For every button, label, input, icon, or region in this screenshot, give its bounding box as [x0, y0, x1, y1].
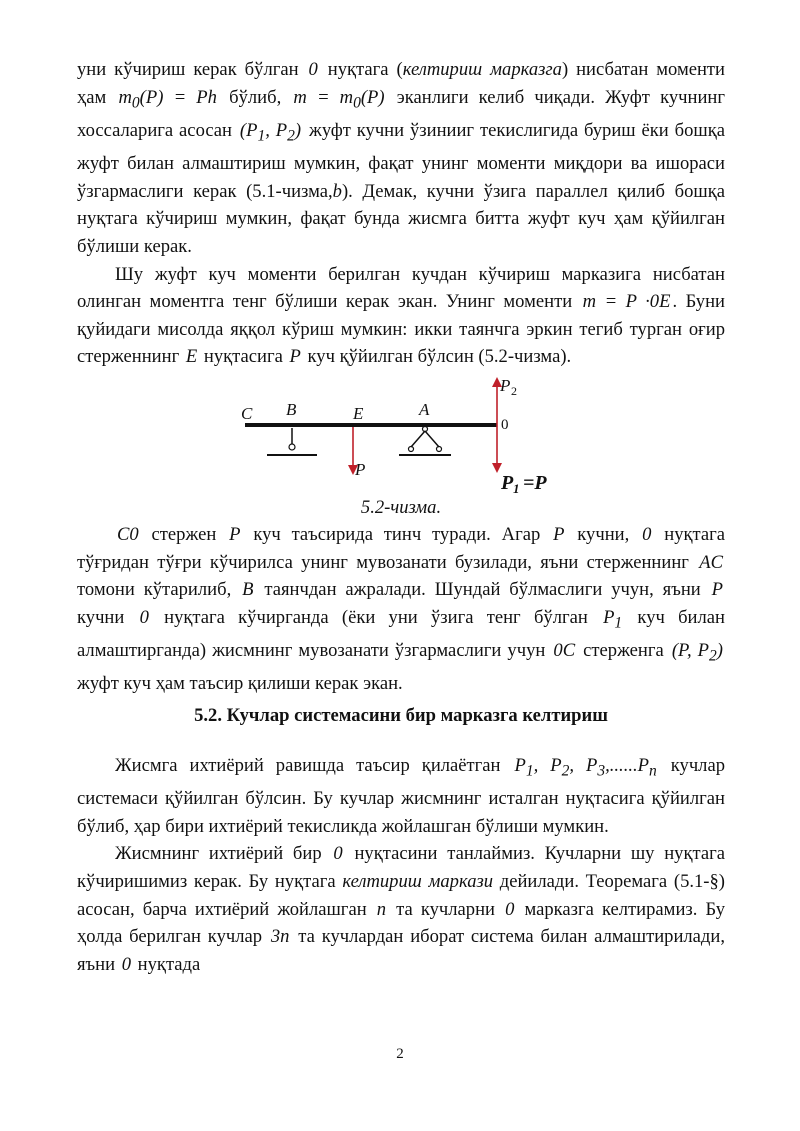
paragraph-4: Жисмга ихтиёрий равишда таъсир қилаётган $P_1$, $P_2$, $P_3,......P_n$ кучлар системаси қўйилган бўлсин. Бу кучлар жисмнинг исталган нуқтасига қўйилган бўлиб, ҳар бири ихтиёрий текисликда жойлашган бўлиши мумкин. [77, 754, 725, 837]
paragraph-5: Жисмнинг ихтиёрий бир 0 нуқтасини танлаймиз. Кучларни шу нуқтага кўчиришимиз керак. Бу нуқтага келтириш маркази дейилади. Теоремага (5.1-§) асосан, барча ихтиёрий жойлашган n та кучларни 0 марказга келтирамиз. Бу ҳолда берилган кучлар 3n та кучлардан иборат система билан алмаштирилади, яъни 0 нуқтада [77, 843, 725, 975]
paragraph-1: уни кўчириш керак бўлган 0 нуқтага (келтириш марказга) нисбатан моменти ҳам $m_0(P) = Ph$ бўлиб, $m = m_0(P)$ эканлиги келиб чиқади. Жуфт кучнинг хоссаларига асосан ($P_1$, $P_2$) жуфт кучни ўзинииг текислигида буриш ёки бошқа жуфт билан алмаштириш мумкин, фақат унинг моменти миқдори ва ишораси ўзгармаслиги керак (5.1-чизма,b). Демак, кучни ўзига параллел қилиб бошқа нуқтага кўчириш мумкин, фақат бунда жисмга битта жуфт куч ҳам қўйилган бўлиши керак. [77, 59, 726, 257]
figure-5-2 [77, 377, 725, 495]
label-p1: P [501, 471, 514, 494]
figure-caption: 5.2-чизма. [360, 496, 442, 518]
paragraph-2: Шу жуфт куч моменти берилган кучдан кўчириш марказига нисбатан олинган моментга тенг бўлиши керак экан. Унинг моменти m = P ·0E . Буни қуйидаги мисолда яққол кўриш мумкин: икки таянчга эркин тегиб турган оғир стерженнинг E нуқтасига P куч қўйилган бўлсин (5.2-чизма). [77, 263, 725, 368]
label-p1-sub: 1 [513, 480, 520, 495]
label-p: P [355, 459, 366, 479]
label-b: B [286, 399, 297, 419]
label-c: C [241, 403, 253, 423]
support-b [267, 428, 317, 455]
label-a: A [419, 399, 430, 419]
document-page [77, 56, 725, 978]
beam-diagram [77, 377, 725, 495]
section-title: 5.2. Кучлар системасини бир марказга келтириш [194, 704, 608, 726]
label-p2-sub: 2 [511, 383, 517, 398]
paragraph-3: C0 стержен P куч таъсирида тинч туради. Агар P кучни, 0 нуқтага тўғридан тўғри кўчирилса унинг мувозанати бузилади, яъни стерженнинг AC томони кўтарилиб, B таянчдан ажралади. Шундай бўлмаслиги учун, яъни P кучни 0 нуқтага кўчирганда (ёки уни ўзига тенг бўлган $P_1$ куч билан алмаштирганда) жисмнинг мувозанати ўзгармаслиги учун 0C стерженга (P, $P_2$) жуфт куч ҳам таъсир қилиши керак экан. [77, 523, 726, 695]
page-number: 2 [396, 1046, 404, 1062]
support-a [399, 426, 451, 455]
label-zero: 0 [501, 416, 509, 433]
label-e: E [353, 403, 364, 423]
label-eq: =P [523, 471, 547, 494]
label-p2: P [500, 376, 511, 395]
